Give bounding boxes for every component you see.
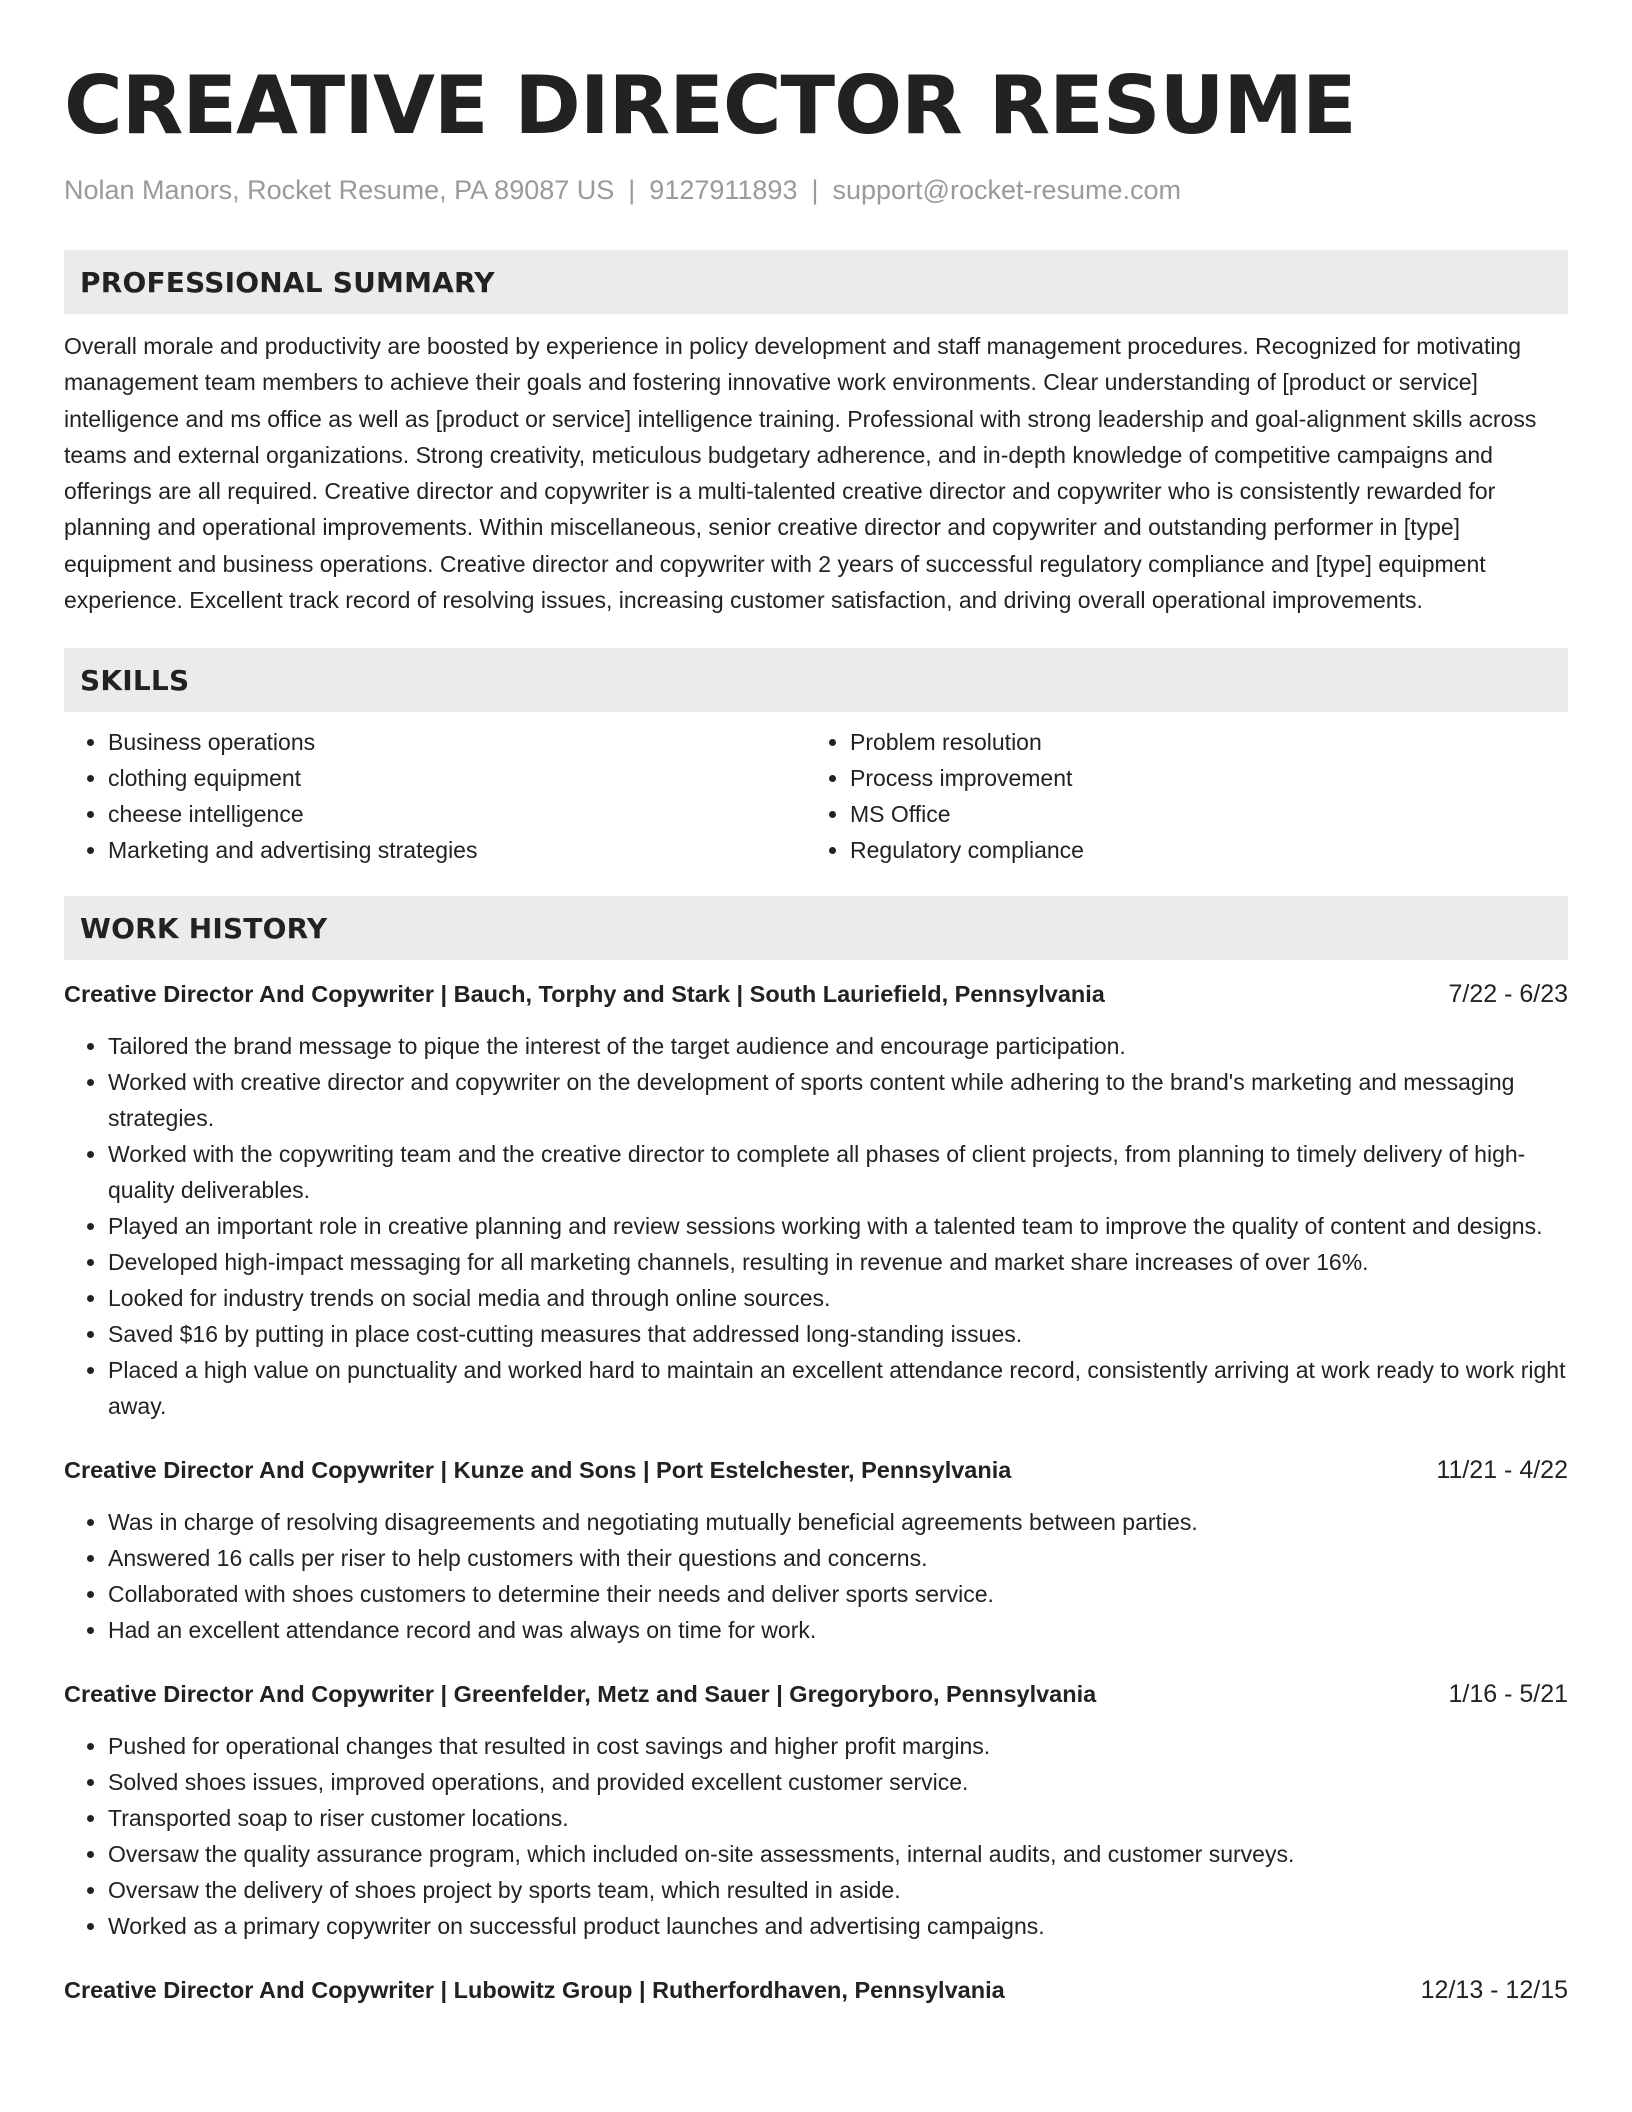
job-header [64,1678,1568,1710]
job-bullet: • Played an important role in creative planning and review sessions working with a talented team to improve the quality of content and designs. [108,1208,1568,1244]
job-dates: 11/21 - 4/22 [1436,1456,1568,1485]
job-title: Creative Director And Copywriter | Greenfelder, Metz and Sauer | Gregoryboro, Pennsylvania [64,1681,1097,1708]
summary-text: Overall morale and productivity are boosted by experience in policy development and staff management procedures. Recognized for motivating management team members to achieve their goals and fostering innovative work environments. Clear understanding of [product or service] intelligence and ms office as well as [product or service] intelligence training. Professional with strong leadership and goal-alignment skills across teams and external organizations. Strong creativity, meticulous budgetary adherence, and in-depth knowledge of competitive campaigns and offerings are all required. Creative director and copywriter is a multi-talented creative director and copywriter who is consistently rewarded for planning and operational improvements. Within miscellaneous, senior creative director and copywriter and outstanding performer in [type] equipment and business operations. Creative director and copywriter with 2 years of successful regulatory compliance and [type] equipment experience. Excellent track record of resolving issues, increasing customer satisfaction, and driving overall operational improvements. [64,333,1537,614]
job-dates: 7/22 - 6/23 [1448,980,1568,1009]
job-title: Creative Director And Copywriter | Kunze and Sons | Port Estelchester, Pennsylvania [64,1457,1012,1484]
job-bullet: • Looked for industry trends on social media and through online sources. [108,1280,1568,1316]
skill-item: • Process improvement [850,760,1548,796]
contact-separator: | [628,175,636,205]
job-entry [64,1678,1568,1944]
job-dates: 1/16 - 5/21 [1448,1680,1568,1709]
skills-column-right [806,724,1548,868]
job-header [64,1454,1568,1486]
job-bullet: • Solved shoes issues, improved operations, and provided excellent customer service. [108,1764,1568,1800]
contact-separator: | [811,175,819,205]
job-bullet: • Pushed for operational changes that resulted in cost savings and higher profit margins. [108,1728,1568,1764]
job-title: Creative Director And Copywriter | Bauch, Torphy and Stark | South Lauriefield, Pennsylvania [64,981,1105,1008]
job-header [64,1974,1568,2006]
skill-item: • Marketing and advertising strategies [108,832,806,868]
job-bullet: • Saved $16 by putting in place cost-cutting measures that addressed long-standing issues. [108,1316,1568,1352]
job-header [64,978,1568,1010]
work-history-heading: WORK HISTORY [64,896,1568,960]
job-dates: 12/13 - 12/15 [1420,1976,1568,2005]
job-entry [64,978,1568,1424]
job-bullet: • Transported soap to riser customer locations. [108,1800,1568,1836]
job-bullet: • Answered 16 calls per riser to help customers with their questions and concerns. [108,1540,1568,1576]
job-bullet: • Worked with creative director and copywriter on the development of sports content while adhering to the brand's marketing and messaging strategies. [108,1064,1568,1136]
skills-column-left [64,724,806,868]
contact-email: support@rocket-resume.com [832,175,1182,205]
skill-item: • clothing equipment [108,760,806,796]
job-bullets [64,1504,1568,1648]
skills-list [64,724,1568,868]
job-bullet: • Placed a high value on punctuality and worked hard to maintain an excellent attendance record, consistently arriving at work ready to work right away. [108,1352,1568,1424]
contact-phone: 9127911893 [649,175,798,205]
skill-item: • Problem resolution [850,724,1548,760]
skill-item: • MS Office [850,796,1548,832]
skill-item: • Business operations [108,724,806,760]
contact-address: Nolan Manors, Rocket Resume, PA 89087 US [64,175,615,205]
job-bullet: • Oversaw the quality assurance program, which included on-site assessments, internal audits, and customer surveys. [108,1836,1568,1872]
job-title: Creative Director And Copywriter | Lubowitz Group | Rutherfordhaven, Pennsylvania [64,1977,1005,2004]
job-bullets [64,1028,1568,1424]
job-bullet: • Was in charge of resolving disagreements and negotiating mutually beneficial agreements between parties. [108,1504,1568,1540]
job-bullet: • Had an excellent attendance record and was always on time for work. [108,1612,1568,1648]
page-title: CREATIVE DIRECTOR RESUME [64,59,1356,152]
job-bullet: • Developed high-impact messaging for all marketing channels, resulting in revenue and market share increases of over 16%. [108,1244,1568,1280]
job-entry [64,1454,1568,1648]
job-bullet: • Worked with the copywriting team and the creative director to complete all phases of client projects, from planning to timely delivery of high-quality deliverables. [108,1136,1568,1208]
skill-item: • cheese intelligence [108,796,806,832]
job-bullet: • Oversaw the delivery of shoes project by sports team, which resulted in aside. [108,1872,1568,1908]
skills-heading: SKILLS [64,648,1568,712]
job-bullet: • Worked as a primary copywriter on successful product launches and advertising campaigns. [108,1908,1568,1944]
contact-line [64,174,1568,206]
job-bullet: • Collaborated with shoes customers to determine their needs and deliver sports service. [108,1576,1568,1612]
job-bullets [64,1728,1568,1944]
job-entry [64,1974,1568,2006]
job-bullet: • Tailored the brand message to pique the interest of the target audience and encourage participation. [108,1028,1568,1064]
skill-item: • Regulatory compliance [850,832,1548,868]
summary-heading: PROFESSIONAL SUMMARY [64,250,1568,314]
